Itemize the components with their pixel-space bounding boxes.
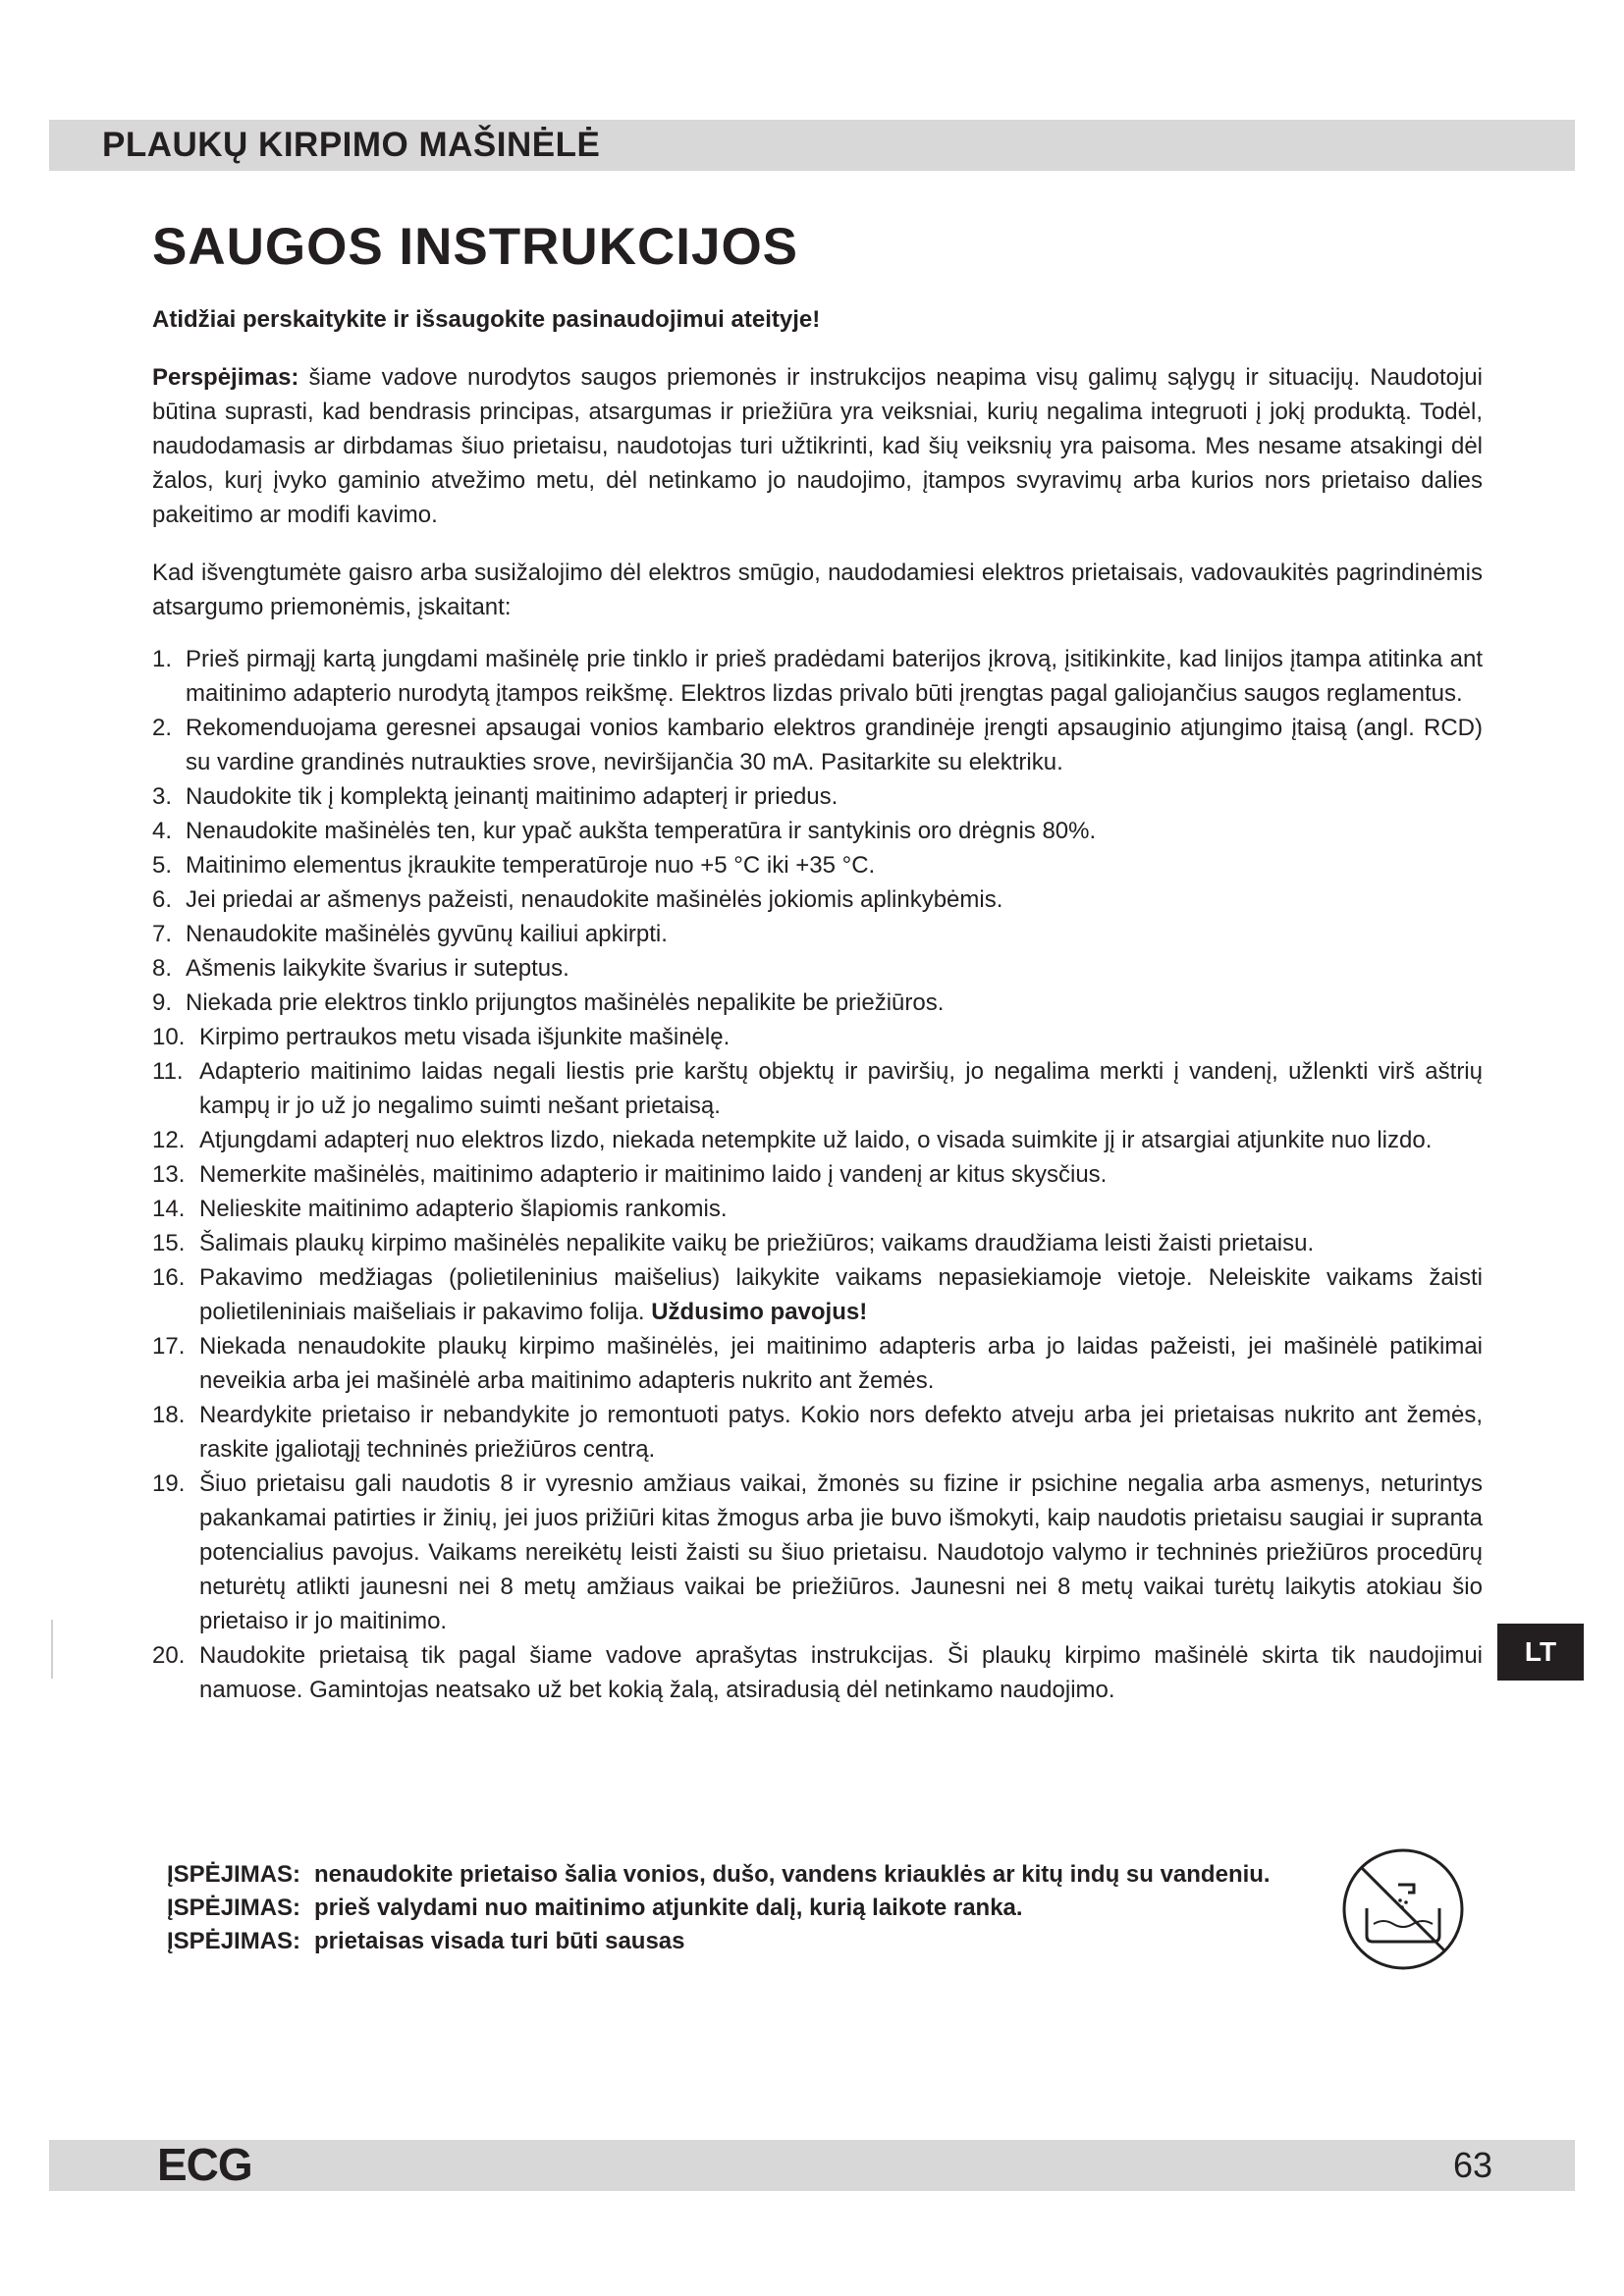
- list-item: 12. Atjungdami adapterį nuo elektros lizdo, niekada netempkite už laido, o visada suimkite jį ir atsargiai atjunkite nuo lizdo.: [152, 1127, 1433, 1153]
- warning-paragraph: [152, 360, 1483, 532]
- safety-list: [152, 642, 1483, 1707]
- intro-paragraph: Kad išvengtumėte gaisro arba susižalojimo dėl elektros smūgio, naudodamiesi elektros prietaisais, vadovaukitės pagrindinėmis atsargumo priemonėmis, įskaitant:: [152, 560, 1483, 620]
- page-number: 63: [1452, 2145, 1493, 2185]
- list-item: 10. Kirpimo pertraukos metu visada išjunkite mašinėlę.: [152, 1024, 731, 1050]
- list-item: 7. Nenaudokite mašinėlės gyvūnų kailiui apkirpti.: [152, 921, 668, 947]
- no-water-bath-icon: [1339, 1845, 1467, 1973]
- list-item: 15. Šalimais plaukų kirpimo mašinėlės nepalikite vaikų be priežiūros; vaikams draudžiama leisti žaisti prietaisu.: [152, 1230, 1315, 1256]
- warning-label: Perspėjimas:: [152, 364, 299, 391]
- list-item: 20. Naudokite prietaisą tik pagal šiame vadove aprašytas instrukcijas. Ši plaukų kirpimo mašinėlė skirta tik naudojimui namuose. Gamintojas neatsako už bet kokią žalą, atsiradusią dėl netinkamo naudojimo.: [152, 1642, 1483, 1703]
- footer-band: [49, 2140, 1575, 2191]
- list-item: 11. Adapterio maitinimo laidas negali liestis prie karštų objektų ir paviršių, jo negalima merkti į vandenį, užlenkti virš aštrių kampų ir jo už jo negalimo suimti nešant prietaisą.: [152, 1058, 1483, 1119]
- warning-row: ĮSPĖJIMAS: nenaudokite prietaiso šalia vonios, dušo, vandens kriauklės ar kitų indų su vandeniu.: [167, 1861, 1271, 1888]
- language-tab: LT: [1497, 1624, 1584, 1681]
- lead-text: Atidžiai perskaitykite ir išsaugokite pasinaudojimui ateityje!: [152, 306, 821, 333]
- list-item: 13. Nemerkite mašinėlės, maitinimo adapterio ir maitinimo laido į vandenį ar kitus skysčius.: [152, 1161, 1108, 1188]
- instructions-content: [152, 302, 1483, 1707]
- list-item: 9. Niekada prie elektros tinklo prijungtos mašinėlės nepalikite be priežiūros.: [152, 989, 945, 1016]
- list-item: 17. Niekada nenaudokite plaukų kirpimo mašinėlės, jei maitinimo adapteris arba jo laidas pažeisti, jei mašinėlė patikimai neveikia arba jei mašinėlė arba maitinimo adapteris nukrito ant žemės.: [152, 1333, 1483, 1394]
- warnings-block: [167, 1858, 1345, 1958]
- list-item: 4. Nenaudokite mašinėlės ten, kur ypač aukšta temperatūra ir santykinis oro drėgnis 80%.: [152, 818, 1097, 844]
- list-item: 3. Naudokite tik į komplektą įeinantį maitinimo adapterį ir priedus.: [152, 783, 839, 810]
- list-item: 8. Ašmenis laikykite švarius ir suteptus.: [152, 955, 569, 982]
- brand-logo: ECG: [157, 2139, 252, 2190]
- margin-mark: [51, 1620, 53, 1679]
- list-item: 18. Neardykite prietaiso ir nebandykite jo remontuoti patys. Kokio nors defekto atveju arba jei prietaisas nukrito ant žemės, raskite įgaliotąjį techninės priežiūros centrą.: [152, 1402, 1483, 1463]
- list-item: 6. Jei priedai ar ašmenys pažeisti, nenaudokite mašinėlės jokiomis aplinkybėmis.: [152, 886, 1003, 913]
- warning-row: ĮSPĖJIMAS: prieš valydami nuo maitinimo atjunkite dalį, kurią laikote ranka.: [167, 1895, 1023, 1921]
- list-item: 16. Pakavimo medžiagas (polietileninius maišelius) laikykite vaikams nepasiekiamoje vietoje. Neleiskite vaikams žaisti polietileniniais maišeliais ir pakavimo folija. Uždusimo pavojus!: [152, 1264, 1483, 1325]
- list-item: 1. Prieš pirmąjį kartą jungdami mašinėlę prie tinklo ir prieš pradėdami baterijos įkrovą, įsitikinkite, kad linijos įtampa atitinka ant maitinimo adapterio nurodytą įtampos reikšmę. Elektros lizdas privalo būti įrengtas pagal galiojančius saugos reglamentus.: [152, 646, 1483, 707]
- list-item: 14. Nelieskite maitinimo adapterio šlapiomis rankomis.: [152, 1196, 728, 1222]
- header-title: PLAUKŲ KIRPIMO MAŠINĖLĖ: [102, 126, 601, 164]
- list-item: 19. Šiuo prietaisu gali naudotis 8 ir vyresnio amžiaus vaikai, žmonės su fizine ir psichine negalia arba asmenys, neturintys pakankamai patirties ir žinių, jei juos prižiūri kitas žmogus arba jie buvo išmokyti, kaip naudotis prietaisu saugiai ir supranta potencialius pavojus. Vaikams nereikėtų leisti žaisti su šiuo prietaisu. Naudotojo valymo ir techninės priežiūros procedūrų neturėtų atlikti jaunesni nei 8 metų amžiaus vaikai be priežiūros. Jaunesni nei 8 metų vaikai turėtų laikytis atokiau šio prietaiso ir jo maitinimo.: [152, 1470, 1483, 1634]
- warning-row: ĮSPĖJIMAS: prietaisas visada turi būti sausas: [167, 1928, 685, 1954]
- hazard-note: Uždusimo pavojus!: [651, 1299, 868, 1325]
- list-item: 2. Rekomenduojama geresnei apsaugai vonios kambario elektros grandinėje įrengti apsauginio atjungimo įtaisą (angl. RCD) su vardine grandinės nutraukties srove, neviršijančia 30 mA. Pasitarkite su elektriku.: [152, 715, 1483, 775]
- list-item: 5. Maitinimo elementus įkraukite temperatūroje nuo +5 °C iki +35 °C.: [152, 852, 876, 879]
- warning-text: šiame vadove nurodytos saugos priemonės ir instrukcijos neapima visų galimų sąlygų ir situacijų. Naudotojui būtina suprasti, kad bendrasis principas, atsargumas ir priežiūra yra veiksniai, kurių negalima integruoti į jokį produktą. Todėl, naudodamasis ar dirbdamas šiuo prietaisu, naudotojas turi užtikrinti, kad šių veiksnių yra paisoma. Mes nesame atsakingi dėl žalos, kurį įvyko gaminio atvežimo metu, dėl netinkamo jo naudojimo, įtampos svyravimų arba kurios nors prietaiso dalies pakeitimo ar modifi kavimo.: [152, 364, 1483, 528]
- page-title: SAUGOS INSTRUKCIJOS: [152, 218, 799, 276]
